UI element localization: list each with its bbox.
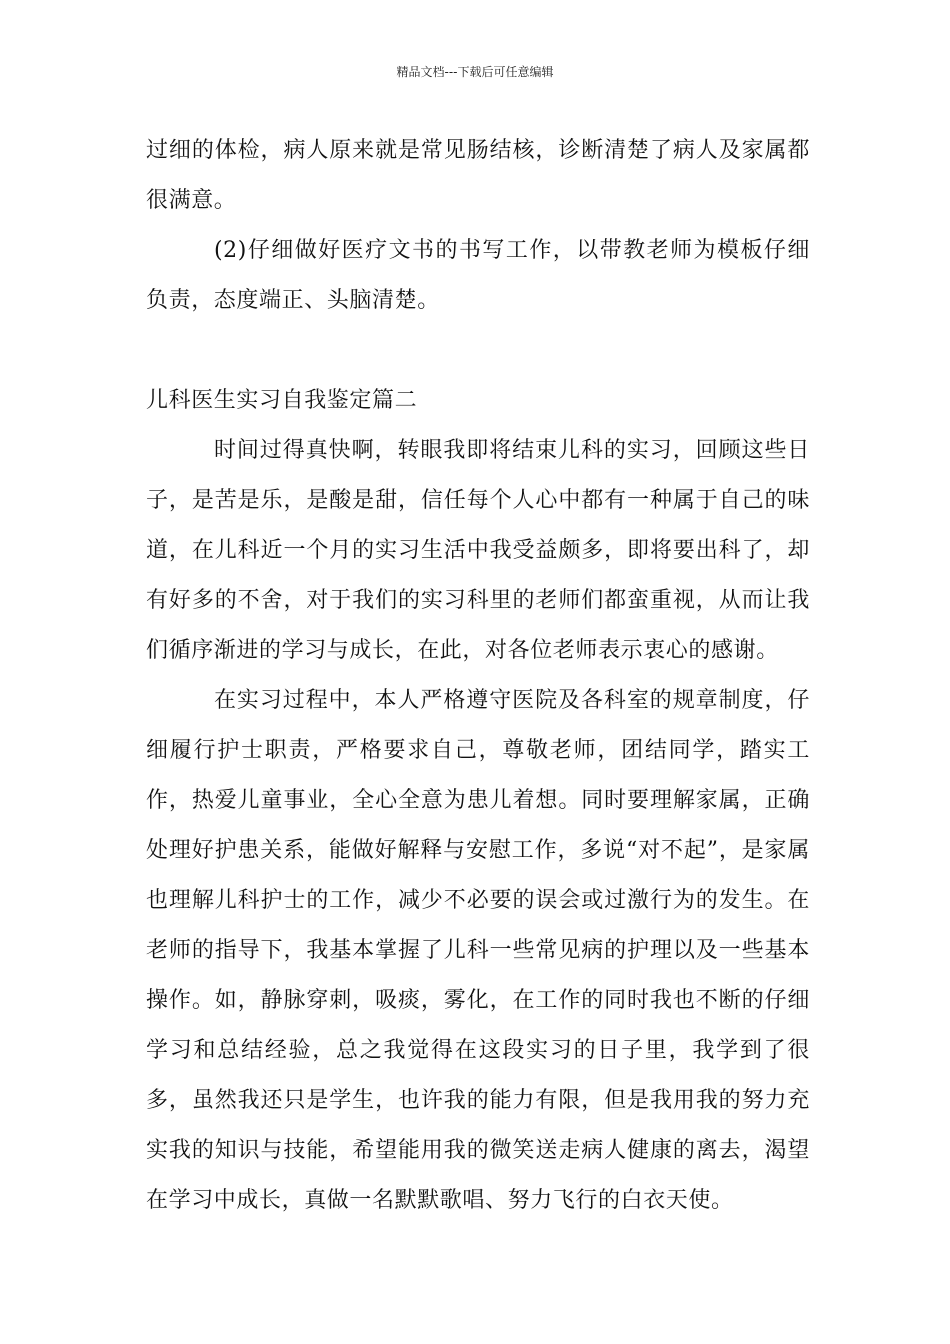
paragraph-gap [146, 326, 810, 376]
section-title: 儿科医生实习自我鉴定篇二 [146, 388, 418, 413]
paragraph-internship: 在实习过程中，本人严格遵守医院及各科室的规章制度，仔细履行护士职责，严格要求自己，尊敬老师，团结同学，踏实工作，热爱儿童事业，全心全意为患儿着想。同时要理解家属，正确处理好护患关系，能做好解释与安慰工作，多说“对不起”，是家属也理解儿科护士的工作，减少不必要的误会或过激行为的发生。在老师的指导下，我基本掌握了儿科一些常见病的护理以及一些基本操作。如，静脉穿刺，吸痰，雾化，在工作的同时我也不断的仔细学习和总结经验，总之我觉得在这段实习的日子里，我学到了很多，虽然我还只是学生，也许我的能力有限，但是我用我的努力充实我的知识与技能，希望能用我的微笑送走病人健康的离去，渴望在学习中成长，真做一名默默歌唱、努力飞行的白衣天使。 [146, 688, 810, 1213]
paragraph-continuation: 过细的体检，病人原来就是常见肠结核，诊断清楚了病人及家属都很满意。 [146, 138, 810, 213]
paragraph-intro: 时间过得真快啊，转眼我即将结束儿科的实习，回顾这些日子，是苦是乐，是酸是甜，信任每个人心中都有一种属于自己的味道，在儿科近一个月的实习生活中我受益颇多，即将要出科了，却有好多的不舍，对于我们的实习科里的老师们都蛮重视，从而让我们循序渐进的学习与成长，在此，对各位老师表示衷心的感谢。 [146, 438, 810, 663]
page-header: 精品文档---下载后可任意编辑 [396, 65, 554, 79]
paragraph-item-2: (2)仔细做好医疗文书的书写工作，以带教老师为模板仔细负责，态度端正、头脑清楚。 [146, 238, 810, 313]
document-body [146, 126, 810, 1226]
